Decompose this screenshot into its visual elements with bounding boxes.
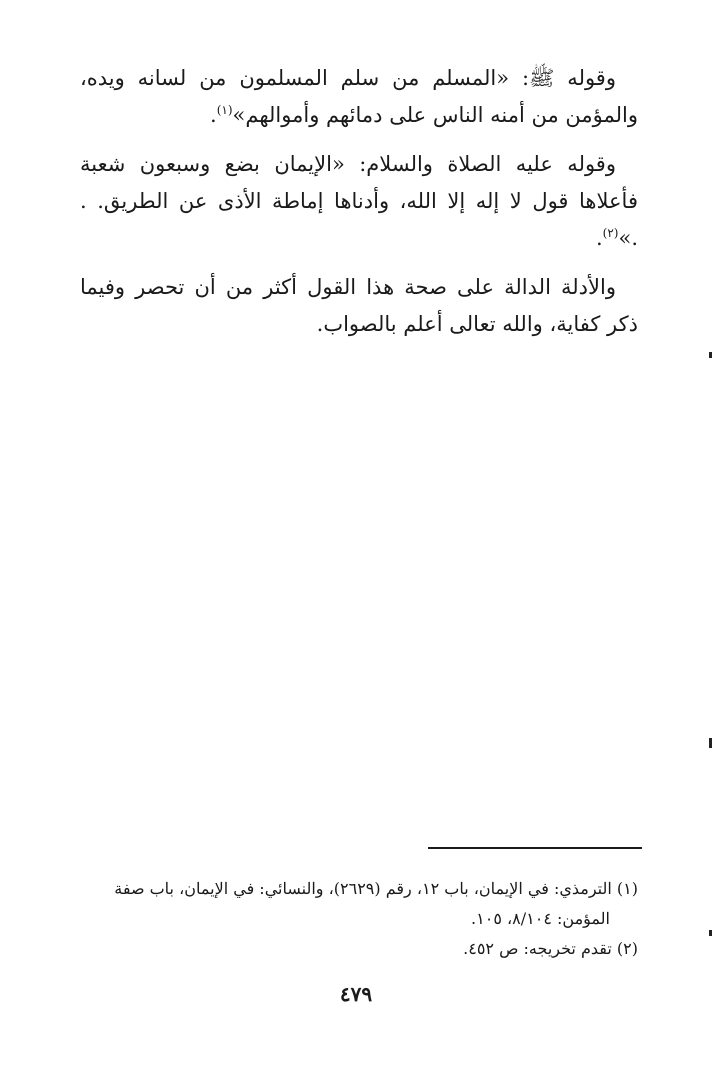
footnote-1-continuation: المؤمن: ٨/١٠٤، ١٠٥. xyxy=(471,909,610,928)
footnote-2-number: (٢) xyxy=(616,939,638,958)
footnote-1-text: الترمذي: في الإيمان، باب ١٢، رقم (٢٦٢٩)، والنسائي: في الإيمان، باب صفة xyxy=(114,879,612,898)
footnote-2-text: تقدم تخريجه: ص ٤٥٢. xyxy=(463,939,612,958)
paragraph-1 xyxy=(80,60,638,134)
paragraph-2 xyxy=(80,146,638,257)
paragraph-2-text: وقوله عليه الصلاة والسلام: «الإيمان بضع وسبعون شعبة فأعلاها قول لا إله إلا الله، وأدناها إماطة الأذى عن الطريق. . .» xyxy=(80,152,638,250)
footnote-ref-1[interactable]: (١) xyxy=(216,103,233,117)
paragraph-3-text: والأدلة الدالة على صحة هذا القول أكثر من أن تحصر وفيما ذكر كفاية، والله تعالى أعلم بالصواب. xyxy=(80,275,638,336)
paragraph-1-text: وقوله ﷺ: «المسلم من سلم المسلمون من لسانه ويده، والمؤمن من أمنه الناس على دمائهم وأموالهم» xyxy=(80,66,638,127)
main-text xyxy=(80,60,638,355)
footnote-1 xyxy=(80,874,638,904)
footnotes xyxy=(80,874,638,964)
page-number: ٤٧٩ xyxy=(339,982,373,1006)
footnote-separator xyxy=(428,847,642,849)
paragraph-1-tail: . xyxy=(210,103,217,127)
paragraph-2-tail: . xyxy=(595,226,603,250)
paragraph-3 xyxy=(80,269,638,343)
footnote-2 xyxy=(80,934,638,964)
footnote-1-number: (١) xyxy=(616,879,638,898)
footnote-ref-2[interactable]: (٢) xyxy=(602,226,619,240)
